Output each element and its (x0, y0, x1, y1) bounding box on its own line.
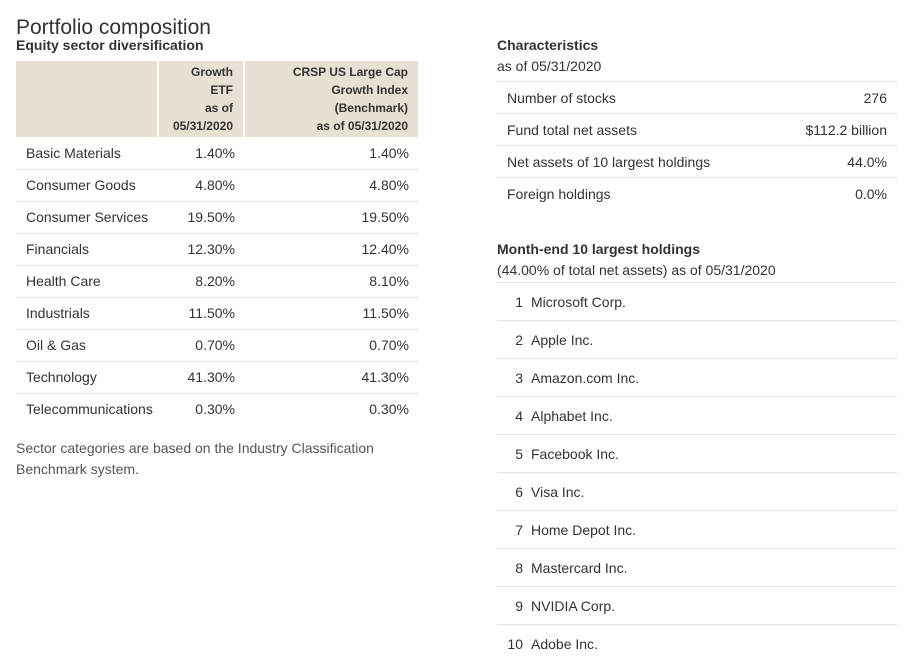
holding-name: Facebook Inc. (531, 445, 619, 462)
holding-rank: 5 (515, 445, 523, 462)
holdings-heading: Month-end 10 largest holdings (497, 241, 701, 257)
table-row (16, 169, 418, 201)
holding-name: Mastercard Inc. (531, 559, 628, 576)
holdings-section (497, 240, 897, 652)
holding-name: Amazon.com Inc. (531, 369, 640, 386)
sector-name: Consumer Services (16, 201, 158, 233)
holding-name: Home Depot Inc. (531, 521, 637, 538)
characteristic-label: Number of stocks (507, 89, 616, 106)
sector-benchmark-value: 4.80% (244, 169, 418, 201)
holding-rank: 7 (515, 521, 523, 538)
list-item (497, 114, 897, 146)
sector-footnote: Sector categories are based on the Industry Classification Benchmark system. (16, 440, 374, 477)
table-row (16, 393, 418, 425)
list-item (497, 511, 897, 549)
sector-name: Financials (16, 233, 158, 265)
sector-etf-value: 8.20% (158, 265, 244, 297)
sector-heading: Equity sector diversification (16, 37, 204, 53)
sector-benchmark-value: 41.30% (244, 361, 418, 393)
holding-name: Apple Inc. (531, 331, 594, 348)
growth-header-line: 05/31/2020 (172, 119, 233, 133)
sector-benchmark-value: 0.70% (244, 329, 418, 361)
list-item (497, 146, 897, 178)
holding-name: Visa Inc. (531, 483, 585, 500)
list-item (497, 549, 897, 587)
holding-rank: 4 (515, 407, 523, 424)
sector-benchmark-value: 1.40% (244, 137, 418, 169)
sector-table (16, 61, 418, 425)
sector-etf-value: 0.70% (158, 329, 244, 361)
table-row (16, 297, 418, 329)
list-item (497, 283, 897, 321)
table-row (16, 329, 418, 361)
benchmark-header-line: (Benchmark) (334, 101, 408, 115)
holding-rank: 1 (515, 293, 523, 310)
sector-etf-value: 0.30% (195, 401, 235, 418)
growth-header-line: as of (204, 101, 233, 115)
characteristic-label: Net assets of 10 largest holdings (507, 153, 711, 170)
holding-rank: 2 (515, 331, 523, 348)
sector-col-name-header (16, 61, 158, 137)
list-item (497, 435, 897, 473)
characteristic-value: 276 (863, 89, 887, 106)
characteristics-section (497, 36, 897, 652)
holdings-list (497, 282, 897, 663)
sector-name: Health Care (16, 265, 158, 297)
characteristic-value: 44.0% (847, 153, 887, 170)
sector-benchmark-value: 0.30% (369, 401, 409, 418)
table-row (16, 265, 418, 297)
characteristic-value: 0.0% (855, 186, 887, 202)
characteristic-label: Foreign holdings (507, 186, 611, 202)
table-row (16, 233, 418, 265)
list-item (497, 178, 897, 210)
benchmark-header-line: CRSP US Large Cap (292, 65, 408, 79)
holding-rank: 3 (515, 369, 523, 386)
sector-name: Technology (16, 361, 158, 393)
sector-name: Oil & Gas (16, 329, 158, 361)
growth-etf-col-header (158, 61, 244, 137)
sector-benchmark-value: 19.50% (244, 201, 418, 233)
holding-name: Microsoft Corp. (531, 293, 626, 310)
benchmark-header-line: as of 05/31/2020 (316, 119, 408, 133)
sector-name: Industrials (16, 297, 158, 329)
list-item (497, 587, 897, 625)
list-item (497, 321, 897, 359)
sector-name: Consumer Goods (16, 169, 158, 201)
page-title: Portfolio composition (16, 16, 211, 40)
benchmark-header-line: Growth Index (331, 83, 408, 97)
benchmark-col-header (244, 61, 418, 137)
list-item (497, 397, 897, 435)
table-row (16, 137, 418, 169)
sector-etf-value: 19.50% (158, 201, 244, 233)
table-row (16, 201, 418, 233)
characteristic-label: Fund total net assets (507, 121, 637, 138)
holding-name: Adobe Inc. (531, 636, 598, 652)
holding-rank: 9 (515, 597, 523, 614)
sector-benchmark-value: 12.40% (244, 233, 418, 265)
characteristic-value: $112.2 billion (805, 121, 887, 138)
characteristics-heading: Characteristics (497, 37, 599, 53)
list-item (497, 359, 897, 397)
sector-etf-value: 1.40% (158, 137, 244, 169)
sector-etf-value: 11.50% (158, 297, 244, 329)
holding-rank: 10 (507, 636, 523, 652)
list-item (497, 625, 897, 663)
holding-name: NVIDIA Corp. (531, 597, 616, 614)
holdings-subheading: (44.00% of total net assets) as of 05/31/2020 (497, 262, 776, 278)
list-item (497, 473, 897, 511)
sector-table-header (16, 61, 418, 137)
sector-etf-value: 4.80% (158, 169, 244, 201)
list-item (497, 82, 897, 114)
growth-header-line: ETF (210, 83, 233, 97)
sector-etf-value: 41.30% (158, 361, 244, 393)
growth-header-line: Growth (191, 65, 233, 79)
holding-name: Alphabet Inc. (531, 407, 613, 424)
characteristics-as-of: as of 05/31/2020 (497, 58, 602, 74)
sector-name: Telecommunications (26, 401, 153, 418)
sector-etf-value: 12.30% (158, 233, 244, 265)
characteristics-list (497, 81, 897, 210)
holding-rank: 6 (515, 483, 523, 500)
sector-section (16, 36, 418, 477)
sector-name: Basic Materials (16, 137, 158, 169)
sector-benchmark-value: 11.50% (244, 297, 418, 329)
table-row (16, 361, 418, 393)
sector-benchmark-value: 8.10% (244, 265, 418, 297)
holding-rank: 8 (515, 559, 523, 576)
